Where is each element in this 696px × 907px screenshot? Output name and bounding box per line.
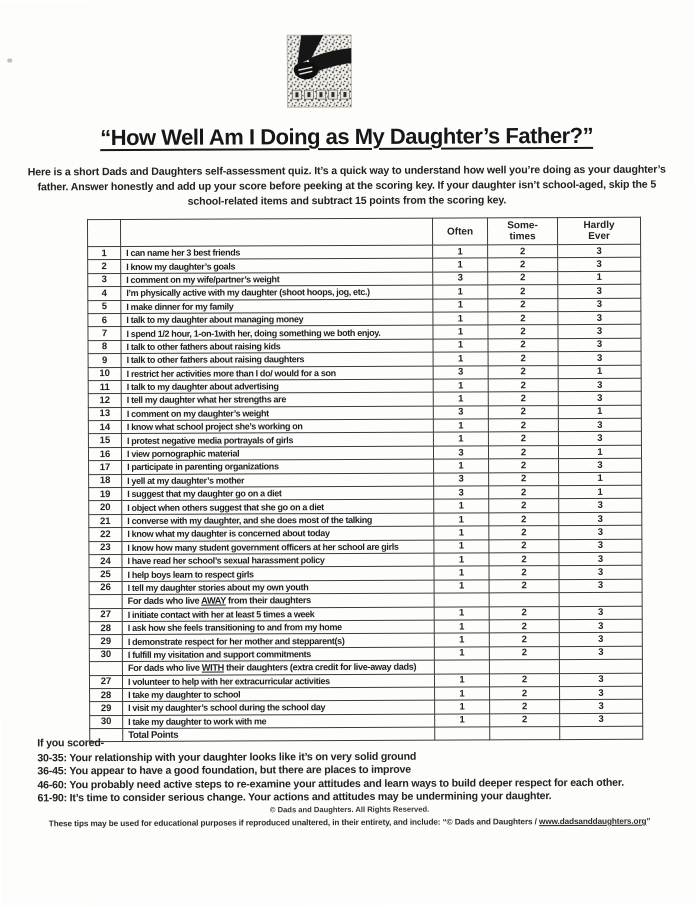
question-cell: I fulfill my visitation and support commitments bbox=[122, 647, 434, 662]
question-cell: I take my daughter to work with me bbox=[123, 714, 435, 729]
score-cell: 1 bbox=[433, 419, 488, 433]
score-cell: 3 bbox=[558, 284, 641, 298]
score-cell: 1 bbox=[558, 271, 641, 285]
score-cell: 3 bbox=[558, 298, 641, 312]
score-cell: 2 bbox=[488, 432, 558, 446]
question-cell: I initiate contact with her at least 5 times a week bbox=[122, 607, 434, 622]
score-cell: 1 bbox=[435, 687, 490, 701]
score-cell: 3 bbox=[558, 258, 641, 272]
score-cell: 1 bbox=[433, 298, 488, 312]
usage-terms-pre: These tips may be used for educational purposes if reproduced unaltered, in their entirety, and include: “© Dads and Daughters / bbox=[48, 817, 540, 829]
score-cell: 2 bbox=[489, 459, 559, 473]
question-cell: I talk to my daughter about managing money bbox=[121, 312, 433, 327]
row-number-cell: 6 bbox=[88, 313, 121, 327]
header-sometimes: Some- times bbox=[487, 218, 557, 245]
score-cell: 1 bbox=[433, 325, 488, 339]
score-cell: 1 bbox=[433, 392, 488, 406]
row-number-cell: 30 bbox=[90, 715, 123, 729]
row-number-cell: 23 bbox=[89, 541, 122, 555]
usage-terms-line bbox=[2, 816, 696, 828]
row-number-cell: 29 bbox=[90, 702, 123, 716]
score-cell: 2 bbox=[489, 620, 559, 634]
question-cell: I demonstrate respect for her mother and stepparent(s) bbox=[122, 633, 434, 648]
scan-artifact bbox=[7, 58, 12, 62]
score-cell: 2 bbox=[489, 553, 559, 567]
score-cell: 1 bbox=[434, 539, 489, 553]
score-cell: 3 bbox=[558, 325, 641, 339]
score-cell: 3 bbox=[433, 406, 488, 420]
score-cell: 1 bbox=[434, 553, 489, 567]
score-cell: 3 bbox=[558, 244, 641, 258]
row-number-cell: 13 bbox=[88, 407, 121, 421]
scoring-heading: If you scored- bbox=[37, 737, 104, 750]
score-cell: 2 bbox=[489, 539, 559, 553]
row-number-cell: 20 bbox=[89, 501, 122, 515]
score-cell: 1 bbox=[433, 285, 488, 299]
score-cell: 1 bbox=[434, 513, 489, 527]
score-cell: 3 bbox=[558, 432, 641, 446]
score-cell: 1 bbox=[558, 405, 641, 419]
row-number-cell: 2 bbox=[88, 260, 121, 274]
total-points-label-cell: Total Points bbox=[123, 727, 435, 742]
question-cell: I protest negative media portrayals of girls bbox=[121, 433, 433, 448]
score-cell bbox=[489, 593, 559, 607]
score-cell: 3 bbox=[560, 699, 643, 713]
question-cell: I make dinner for my family bbox=[121, 299, 433, 314]
score-cell: 2 bbox=[489, 579, 559, 593]
underlined-word: AWAY bbox=[201, 595, 226, 606]
score-cell: 2 bbox=[489, 633, 559, 647]
score-cell: 2 bbox=[489, 646, 559, 660]
score-cell: 3 bbox=[559, 512, 642, 526]
score-cell: 1 bbox=[433, 245, 488, 259]
score-cell bbox=[559, 659, 642, 673]
underlined-word: WITH bbox=[201, 662, 224, 673]
score-cell: 2 bbox=[488, 405, 558, 419]
row-number-cell: 21 bbox=[89, 514, 122, 528]
score-cell: 2 bbox=[489, 673, 559, 687]
question-cell: I tell my daughter stories about my own youth bbox=[122, 580, 434, 595]
row-number-cell: 27 bbox=[89, 608, 122, 622]
question-cell: I yell at my daughter’s mother bbox=[122, 473, 434, 488]
score-cell: 3 bbox=[560, 713, 643, 727]
score-cell: 1 bbox=[434, 620, 489, 634]
question-cell: I talk to my daughter about advertising bbox=[121, 379, 433, 394]
question-cell: I know what my daughter is concerned about today bbox=[122, 526, 434, 541]
footer bbox=[2, 803, 696, 828]
score-cell: 2 bbox=[488, 245, 558, 259]
question-cell: I tell my daughter what her strengths are bbox=[121, 392, 433, 407]
score-cell: 2 bbox=[488, 258, 558, 272]
question-cell: I have read her school’s sexual harassment policy bbox=[122, 553, 434, 568]
row-number-cell: 19 bbox=[89, 488, 122, 502]
question-cell: I know my daughter’s goals bbox=[121, 259, 433, 274]
score-cell: 1 bbox=[434, 647, 489, 661]
question-cell: I converse with my daughter, and she does most of the talking bbox=[122, 513, 434, 528]
score-cell: 2 bbox=[488, 392, 558, 406]
question-cell: I spend 1/2 hour, 1-on-1with her, doing something we both enjoy. bbox=[121, 325, 433, 340]
row-number-cell: 4 bbox=[88, 287, 121, 301]
question-cell: I comment on my wife/partner’s weight bbox=[121, 272, 433, 287]
row-number-cell: 14 bbox=[88, 421, 121, 435]
score-cell: 3 bbox=[433, 365, 488, 379]
row-number-cell: 28 bbox=[89, 621, 122, 635]
score-cell bbox=[489, 660, 559, 674]
score-cell: 2 bbox=[489, 606, 559, 620]
scoring-key bbox=[37, 735, 677, 807]
scoring-line: 46-60: You probably need active steps to re-examine your attitudes and learn ways to build deeper respect for each other. bbox=[37, 776, 624, 792]
row-number-cell: 16 bbox=[88, 447, 121, 461]
row-number-cell bbox=[89, 662, 122, 676]
question-cell: I participate in parenting organizations bbox=[122, 459, 434, 474]
score-cell: 2 bbox=[489, 512, 559, 526]
score-cell: 3 bbox=[559, 525, 642, 539]
score-cell: 1 bbox=[435, 700, 490, 714]
row-number-cell: 27 bbox=[89, 675, 122, 689]
score-cell: 1 bbox=[433, 352, 488, 366]
question-cell: I know what school project she’s working on bbox=[121, 419, 433, 434]
table-header-row bbox=[87, 217, 640, 246]
question-cell: I talk to other fathers about raising daughters bbox=[121, 352, 433, 367]
score-cell: 2 bbox=[490, 713, 560, 727]
score-cell: 3 bbox=[559, 552, 642, 566]
dads-and-daughters-logo bbox=[286, 34, 352, 108]
score-cell: 2 bbox=[488, 365, 558, 379]
score-cell: 2 bbox=[489, 526, 559, 540]
header-number-cell bbox=[87, 219, 120, 246]
header-often: Often bbox=[432, 218, 487, 245]
score-cell: 3 bbox=[558, 311, 641, 325]
score-cell: 1 bbox=[434, 673, 489, 687]
score-cell: 1 bbox=[558, 445, 641, 459]
usage-terms-post: ” bbox=[646, 816, 651, 826]
question-cell: I’m physically active with my daughter (shoot hoops, jog, etc.) bbox=[121, 285, 433, 300]
score-cell: 3 bbox=[433, 272, 488, 286]
score-cell: 3 bbox=[433, 446, 488, 460]
score-cell: 2 bbox=[489, 486, 559, 500]
score-cell: 3 bbox=[559, 458, 642, 472]
row-number-cell: 28 bbox=[90, 688, 123, 702]
score-cell: 1 bbox=[433, 312, 488, 326]
score-cell: 2 bbox=[488, 378, 558, 392]
question-cell: I talk to other fathers about raising kids bbox=[121, 339, 433, 354]
score-cell: 1 bbox=[434, 580, 489, 594]
score-cell: 3 bbox=[434, 486, 489, 500]
row-number-cell: 30 bbox=[89, 648, 122, 662]
score-cell: 3 bbox=[559, 579, 642, 593]
score-cell: 2 bbox=[488, 312, 558, 326]
score-cell: 2 bbox=[488, 338, 558, 352]
row-number-cell: 10 bbox=[88, 367, 121, 381]
score-cell: 2 bbox=[488, 285, 558, 299]
row-number-cell: 15 bbox=[88, 434, 121, 448]
row-number-cell: 3 bbox=[88, 273, 121, 287]
score-cell: 2 bbox=[488, 271, 558, 285]
section-label-cell: For dads who live WITH their daughters (extra credit for live-away dads) bbox=[122, 660, 434, 675]
score-cell: 2 bbox=[488, 445, 558, 459]
scoring-line: 36-45: You appear to have a good foundation, but there are places to improve bbox=[37, 763, 411, 778]
page-title: “How Well Am I Doing as My Daughter’s Father?” bbox=[100, 122, 594, 151]
row-number-cell: 12 bbox=[88, 394, 121, 408]
intro-text: Here is a short Dads and Daughters self-assessment quiz. It’s a quick way to understand how well you’re doing as your daughter’s father. Answer honestly and add up your score before peeking at the scoring key. If your daughter isn’t school-aged, skip the 5 school-related items and subtract 15 points from the scoring key. bbox=[27, 163, 666, 208]
question-cell: I help boys learn to respect girls bbox=[122, 567, 434, 582]
score-cell: 3 bbox=[559, 606, 642, 620]
score-cell: 3 bbox=[558, 418, 641, 432]
question-cell: I take my daughter to school bbox=[123, 687, 435, 702]
row-number-cell: 24 bbox=[89, 554, 122, 568]
score-cell: 2 bbox=[488, 352, 558, 366]
row-number-cell: 17 bbox=[89, 461, 122, 475]
score-cell: 3 bbox=[559, 633, 642, 647]
assessment-table bbox=[87, 217, 643, 743]
score-cell: 3 bbox=[559, 566, 642, 580]
score-cell: 2 bbox=[488, 298, 558, 312]
row-number-cell: 1 bbox=[88, 246, 121, 260]
score-cell: 1 bbox=[559, 472, 642, 486]
section-label-cell: For dads who live AWAY from their daughters bbox=[122, 593, 434, 608]
score-cell: 1 bbox=[434, 633, 489, 647]
score-cell: 3 bbox=[559, 539, 642, 553]
row-number-cell: 11 bbox=[88, 380, 121, 394]
score-cell: 1 bbox=[435, 714, 490, 728]
row-number-cell: 7 bbox=[88, 327, 121, 341]
question-cell: I ask how she feels transitioning to and from my home bbox=[122, 620, 434, 635]
score-cell: 3 bbox=[560, 686, 643, 700]
row-number-cell: 8 bbox=[88, 340, 121, 354]
question-cell: I restrict her activities more than I do/ would for a son bbox=[121, 366, 433, 381]
row-number-cell bbox=[89, 595, 122, 609]
score-cell: 3 bbox=[559, 673, 642, 687]
score-cell: 2 bbox=[489, 499, 559, 513]
score-cell bbox=[559, 592, 642, 606]
score-cell: 2 bbox=[489, 566, 559, 580]
score-cell: 1 bbox=[558, 365, 641, 379]
score-cell: 3 bbox=[558, 392, 641, 406]
header-hardly-ever: Hardly Ever bbox=[557, 217, 640, 244]
website-link: www.dadsanddaughters.org bbox=[539, 816, 647, 827]
row-number-cell: 18 bbox=[89, 474, 122, 488]
question-cell: I volunteer to help with her extracurricular activities bbox=[122, 674, 434, 689]
score-cell: 1 bbox=[433, 432, 488, 446]
score-cell: 2 bbox=[490, 686, 560, 700]
score-cell: 1 bbox=[433, 339, 488, 353]
header-question-cell bbox=[120, 218, 432, 246]
scoring-line: 61-90: It’s time to consider serious change. Your actions and attitudes may be undermining your daughter. bbox=[37, 790, 552, 805]
score-cell: 2 bbox=[490, 700, 560, 714]
score-cell: 1 bbox=[433, 258, 488, 272]
score-cell bbox=[434, 593, 489, 607]
score-cell: 1 bbox=[559, 485, 642, 499]
score-cell: 1 bbox=[434, 606, 489, 620]
scoring-line: 30-35: Your relationship with your daughter looks like it’s on very solid ground bbox=[37, 750, 417, 764]
score-cell bbox=[434, 660, 489, 674]
question-cell: I visit my daughter’s school during the school day bbox=[123, 700, 435, 715]
question-cell: I can name her 3 best friends bbox=[121, 245, 433, 260]
score-cell: 3 bbox=[559, 646, 642, 660]
score-cell: 3 bbox=[434, 473, 489, 487]
score-cell: 3 bbox=[558, 378, 641, 392]
score-cell: 1 bbox=[434, 459, 489, 473]
hands-clasped-logo-icon bbox=[286, 34, 352, 108]
score-cell: 3 bbox=[559, 619, 642, 633]
row-number-cell: 29 bbox=[89, 635, 122, 649]
score-cell: 1 bbox=[434, 526, 489, 540]
row-number-cell: 22 bbox=[89, 528, 122, 542]
question-cell: I view pornographic material bbox=[121, 446, 433, 461]
row-number-cell: 26 bbox=[89, 581, 122, 595]
score-cell: 2 bbox=[488, 325, 558, 339]
score-cell: 2 bbox=[488, 419, 558, 433]
row-number-cell: 9 bbox=[88, 354, 121, 368]
score-cell: 1 bbox=[433, 379, 488, 393]
question-cell: I object when others suggest that she go on a diet bbox=[122, 500, 434, 515]
copyright-line: © Dads and Daughters. All Rights Reserved. bbox=[269, 804, 430, 815]
score-cell: 2 bbox=[489, 472, 559, 486]
row-number-cell: 5 bbox=[88, 300, 121, 314]
score-cell: 1 bbox=[434, 566, 489, 580]
score-cell: 3 bbox=[558, 338, 641, 352]
question-cell: I comment on my daughter’s weight bbox=[121, 406, 433, 421]
score-cell: 1 bbox=[434, 499, 489, 513]
score-cell: 3 bbox=[558, 351, 641, 365]
question-cell: I know how many student government officers at her school are girls bbox=[122, 540, 434, 555]
row-number-cell: 25 bbox=[89, 568, 122, 582]
score-cell: 3 bbox=[559, 499, 642, 513]
question-cell: I suggest that my daughter go on a diet bbox=[122, 486, 434, 501]
